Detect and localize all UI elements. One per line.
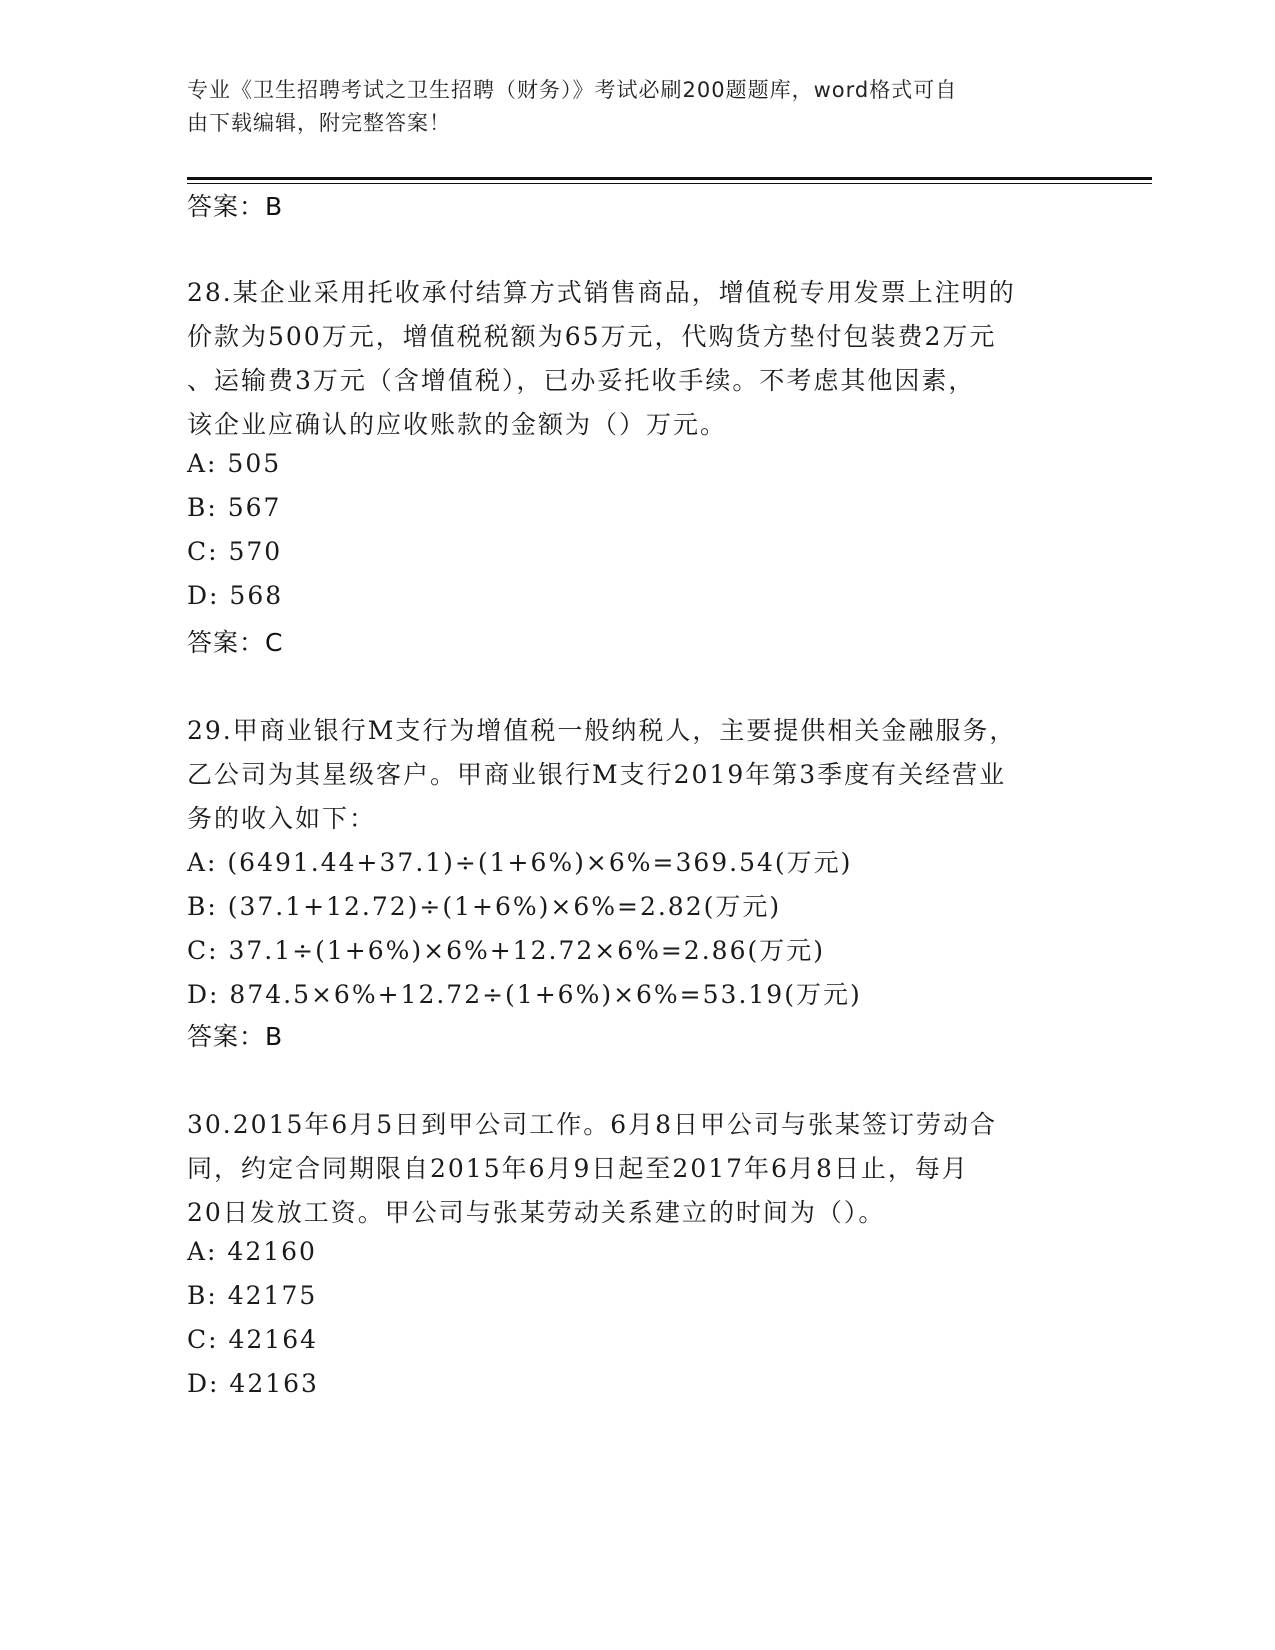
option-c: C: 570 — [187, 537, 283, 566]
header-line-1: 专业《卫生招聘考试之卫生招聘（财务）》考试必刷200题题库，word格式可自 — [187, 78, 958, 102]
option-b: B: (37.1+12.72)÷(1+6%)×6%=2.82(万元) — [187, 892, 782, 921]
page-header — [187, 74, 1087, 140]
question-stem-line: 该企业应确认的应收账款的金额为（）万元。 — [187, 410, 728, 439]
question-stem-line: 同，约定合同期限自2015年6月9日起至2017年6月8日止，每月 — [187, 1154, 969, 1183]
option-d: D: 42163 — [187, 1369, 319, 1398]
question-stem-line: 务的收入如下： — [187, 804, 377, 833]
question-stem-line: 20日发放工资。甲公司与张某劳动关系建立的时间为（）。 — [187, 1198, 886, 1227]
option-b: B: 567 — [187, 493, 282, 522]
option-a: A: (6491.44+37.1)÷(1+6%)×6%=369.54(万元) — [187, 848, 853, 877]
header-divider-thin — [187, 183, 1152, 184]
question-stem-line: 30.2015年6月5日到甲公司工作。6月8日甲公司与张某签订劳动合 — [187, 1110, 998, 1139]
option-b: B: 42175 — [187, 1281, 318, 1310]
previous-question-answer: 答案：B — [187, 192, 284, 221]
option-d: D: 568 — [187, 581, 284, 610]
question-stem-line: 乙公司为其星级客户。甲商业银行M支行2019年第3季度有关经营业 — [187, 760, 1007, 789]
header-divider-thick — [187, 177, 1152, 180]
question-stem-line: 29.甲商业银行M支行为增值税一般纳税人，主要提供相关金融服务， — [187, 716, 1017, 745]
option-d: D: 874.5×6%+12.72÷(1+6%)×6%=53.19(万元) — [187, 980, 862, 1009]
question-stem-line: 、运输费3万元（含增值税），已办妥托收手续。不考虑其他因素， — [187, 366, 976, 395]
question-stem-line: 28.某企业采用托收承付结算方式销售商品，增值税专用发票上注明的 — [187, 278, 1016, 307]
question-stem-line: 价款为500万元，增值税税额为65万元，代购货方垫付包装费2万元 — [187, 322, 997, 351]
question-answer: 答案：C — [187, 628, 284, 657]
option-a: A: 505 — [187, 449, 282, 478]
question-answer: 答案：B — [187, 1022, 284, 1051]
option-c: C: 42164 — [187, 1325, 319, 1354]
option-a: A: 42160 — [187, 1237, 317, 1266]
header-line-2: 由下载编辑，附完整答案！ — [187, 111, 451, 135]
option-c: C: 37.1÷(1+6%)×6%+12.72×6%=2.86(万元) — [187, 936, 825, 965]
